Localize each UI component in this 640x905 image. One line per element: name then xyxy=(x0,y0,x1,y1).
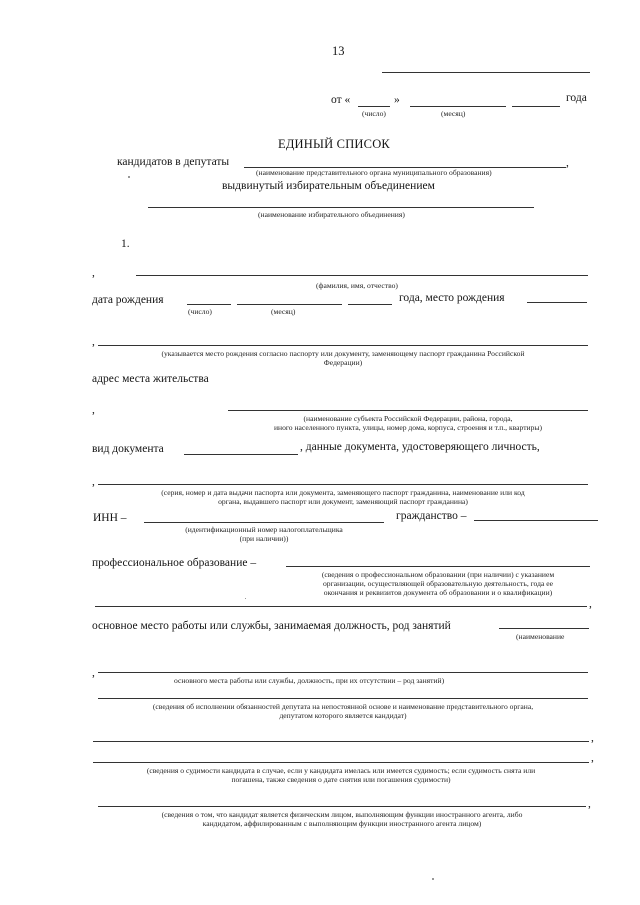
caption-birthplace-line1: (указывается место рождения согласно паспорту или документу, заменяющему паспорт гражданина Российской xyxy=(161,349,525,358)
nominated-label: выдвинутый избирательным объединением xyxy=(222,180,435,192)
item-number: 1. xyxy=(121,238,130,250)
date-month-line xyxy=(410,106,506,107)
page-number: 13 xyxy=(332,44,345,58)
caption-month: (месяц) xyxy=(441,109,466,118)
caption-fio: (фамилия, имя, отчество) xyxy=(316,281,398,290)
comma: , xyxy=(588,798,591,810)
caption-birth-month: (месяц) xyxy=(271,307,296,316)
education-line xyxy=(286,566,590,567)
deputy-line xyxy=(98,698,588,699)
birthplace-line xyxy=(98,345,588,346)
document-type-label: вид документа xyxy=(92,443,164,455)
scan-speck xyxy=(245,598,246,599)
comma: , xyxy=(92,667,95,679)
education-label: профессиональное образование – xyxy=(92,557,257,569)
work-line-start xyxy=(499,628,589,629)
caption-inn-line1: (идентификационный номер налогоплательщика xyxy=(185,525,343,534)
foreign-agent-line xyxy=(98,806,586,807)
caption-deputy-line2: депутатом которого является кандидат) xyxy=(279,711,407,721)
birth-date-label: дата рождения xyxy=(92,294,164,306)
date-from-label: от « xyxy=(331,94,351,106)
inn-line xyxy=(144,522,384,523)
caption-passport xyxy=(98,488,588,506)
caption-education-line1: (сведения о профессиональном образовании (при наличии) с указанием xyxy=(321,570,555,579)
caption-deputy-line1: (сведения об исполнении обязанностей депутата на непостоянной основе и наименование представительного органа, xyxy=(152,702,534,711)
caption-inn xyxy=(144,525,384,543)
document-type-line xyxy=(184,454,298,455)
caption-day: (число) xyxy=(362,109,386,118)
inn-label: ИНН – xyxy=(93,512,127,524)
caption-passport-line2: органа, выдавшего паспорт или документ, заменяющий паспорт гражданина) xyxy=(218,497,468,507)
caption-association: (наименование избирательного объединения) xyxy=(258,210,405,219)
conviction-line xyxy=(93,762,589,763)
comma: , xyxy=(591,732,594,744)
association-line xyxy=(148,207,534,208)
caption-passport-line1: (серия, номер и дата выдачи паспорта или документа, заменяющего паспорт гражданина, наименование или код xyxy=(161,488,525,497)
work-line xyxy=(98,672,588,673)
caption-address-line2: иного населенного пункта, улицы, номер дома, корпуса, строения и т.п., квартиры) xyxy=(273,423,543,433)
fio-line xyxy=(136,275,588,276)
caption-foreign-agent-line1: (сведения о том, что кандидат является физическим лицом, выполняющим функции иностранного агента, либо xyxy=(161,810,523,819)
scan-speck xyxy=(432,878,434,880)
date-close-quote: » xyxy=(394,94,400,106)
caption-inn-line2: (при наличии)) xyxy=(239,534,289,544)
caption-foreign-agent xyxy=(98,810,586,828)
work-label: основное место работы или службы, занимаемая должность, род занятий xyxy=(92,620,451,632)
passport-line xyxy=(98,484,588,485)
caption-deputy xyxy=(98,702,588,720)
residence-label: адрес места жительства xyxy=(92,373,209,385)
birthplace-line-start xyxy=(527,302,587,303)
year-word: года xyxy=(566,92,587,104)
comma: , xyxy=(591,752,594,764)
caption-education xyxy=(286,570,590,597)
scan-speck xyxy=(128,176,130,178)
caption-conviction-line1: (сведения о судимости кандидата в случае, если у кандидата имелась или имеется судимость; если судимость снята или xyxy=(146,766,536,775)
document-data-label: , данные документа, удостоверяющего личность, xyxy=(300,441,540,453)
caption-body-name: (наименование представительного органа муниципального образования) xyxy=(256,168,492,177)
caption-conviction-line2: погашена, также сведения о дате снятия или погашения судимости) xyxy=(231,775,451,785)
caption-conviction xyxy=(93,766,589,784)
comma: , xyxy=(92,476,95,488)
comma: , xyxy=(589,598,592,610)
address-line xyxy=(228,410,588,411)
caption-work-start: (наименование xyxy=(516,632,565,641)
caption-foreign-agent-line2: кандидатом, аффилированным с выполняющим функции иностранного агента лицом) xyxy=(202,819,482,829)
birth-day-line xyxy=(187,304,231,305)
caption-birthplace-line2: Федерации) xyxy=(323,358,363,368)
date-year-line xyxy=(512,106,560,107)
candidates-label: кандидатов в депутаты xyxy=(117,156,230,168)
caption-work-end: основного места работы или службы, должность, при их отсутствии – род занятий) xyxy=(174,676,445,685)
deputy-continuation-line xyxy=(93,741,589,742)
caption-address-line1: (наименование субъекта Российской Федерации, района, города, xyxy=(303,414,513,423)
birth-year-line xyxy=(348,304,392,305)
citizenship-label: гражданство – xyxy=(396,510,467,522)
birth-year-place-label: года, место рождения xyxy=(399,292,505,304)
caption-education-line2: организации, осуществляющей образовательную деятельность, года ее xyxy=(323,579,553,589)
birth-month-line xyxy=(237,304,342,305)
citizenship-line xyxy=(474,520,598,521)
caption-education-line3: окончания и реквизитов документа об образовании и о квалификации) xyxy=(323,588,553,598)
comma: , xyxy=(566,157,569,169)
caption-address xyxy=(228,414,588,432)
education-continuation-line xyxy=(95,606,587,607)
comma: , xyxy=(92,267,95,279)
comma: , xyxy=(92,404,95,416)
document-title: ЕДИНЫЙ СПИСОК xyxy=(278,137,390,151)
date-day-line xyxy=(358,106,390,107)
header-line xyxy=(382,72,590,73)
caption-birth-day: (число) xyxy=(188,307,212,316)
caption-birthplace xyxy=(98,349,588,367)
comma: , xyxy=(92,336,95,348)
